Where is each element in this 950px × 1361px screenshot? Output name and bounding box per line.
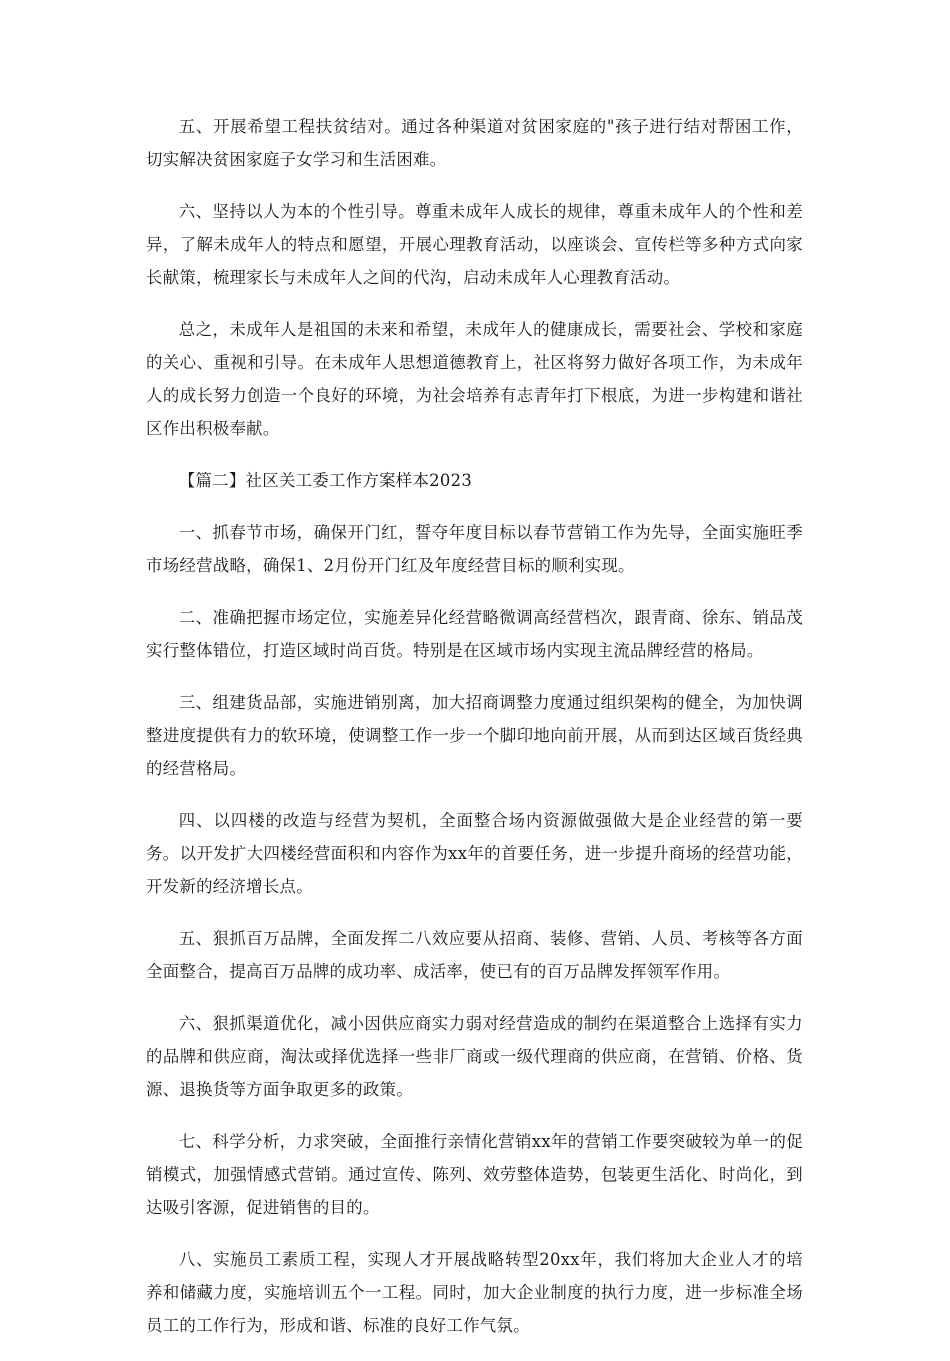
paragraph-5-poverty-pairing: 五、开展希望工程扶贫结对。通过各种渠道对贫困家庭的"孩子进行结对帮困工作，切实解决贫困家庭子女学习和生活困难。 xyxy=(146,117,803,169)
section-item-4: 四、以四楼的改造与经营为契机，全面整合场内资源做强做大是企业经营的第一要务。以开发扩大四楼经营面积和内容作为xx年的首要任务，进一步提升商场的经营功能，开发新的经济增长点。 xyxy=(146,811,803,896)
section-heading: 【篇二】社区关工委工作方案样本2023 xyxy=(178,471,473,490)
section-item-6: 六、狠抓渠道优化，减小因供应商实力弱对经营造成的制约在渠道整合上选择有实力的品牌和供应商，淘汰或择优选择一些非厂商或一级代理商的供应商，在营销、价格、货源、退换货等方面争取更多的政策。 xyxy=(146,1014,803,1099)
paragraph-conclusion: 总之，未成年人是祖国的未来和希望，未成年人的健康成长，需要社会、学校和家庭的关心、重视和引导。在未成年人思想道德教育上，社区将努力做好各项工作，为未成年人的成长努力创造一个良好的环境，为社会培养有志青年打下根底，为进一步构建和谐社区作出积极奉献。 xyxy=(146,320,803,438)
section-item-1: 一、抓春节市场，确保开门红，誓夺年度目标以春节营销工作为先导，全面实施旺季市场经营战略，确保1、2月份开门红及年度经营目标的顺利实现。 xyxy=(146,523,803,575)
section-item-2: 二、准确把握市场定位，实施差异化经营略微调高经营档次，跟青商、徐东、销品茂实行整体错位，打造区域时尚百货。特别是在区域市场内实现主流品牌经营的格局。 xyxy=(146,608,803,660)
paragraph-6-personal-guidance: 六、坚持以人为本的个性引导。尊重未成年人成长的规律，尊重未成年人的个性和差异，了解未成年人的特点和愿望，开展心理教育活动，以座谈会、宣传栏等多种方式向家长献策，梳理家长与未成年人之间的代沟，启动未成年人心理教育活动。 xyxy=(146,202,803,287)
section-item-7: 七、科学分析，力求突破，全面推行亲情化营销xx年的营销工作要突破较为单一的促销模式，加强情感式营销。通过宣传、陈列、效劳整体造势，包装更生活化、时尚化，到达吸引客源，促进销售的目的。 xyxy=(146,1132,803,1217)
section-item-8: 八、实施员工素质工程，实现人才开展战略转型20xx年，我们将加大企业人才的培养和储藏力度，实施培训五个一工程。同时，加大企业制度的执行力度，进一步标准全场员工的工作行为，形成和谐、标准的良好工作气氛。 xyxy=(146,1250,803,1335)
document-page xyxy=(146,110,803,1361)
section-item-5: 五、狠抓百万品牌，全面发挥二八效应要从招商、装修、营销、人员、考核等各方面全面整合，提高百万品牌的成功率、成活率，使已有的百万品牌发挥领军作用。 xyxy=(146,929,803,981)
section-item-3: 三、组建货品部，实施进销别离，加大招商调整力度通过组织架构的健全，为加快调整进度提供有力的软环境，使调整工作一步一个脚印地向前开展，从而到达区域百货经典的经营格局。 xyxy=(146,693,803,778)
